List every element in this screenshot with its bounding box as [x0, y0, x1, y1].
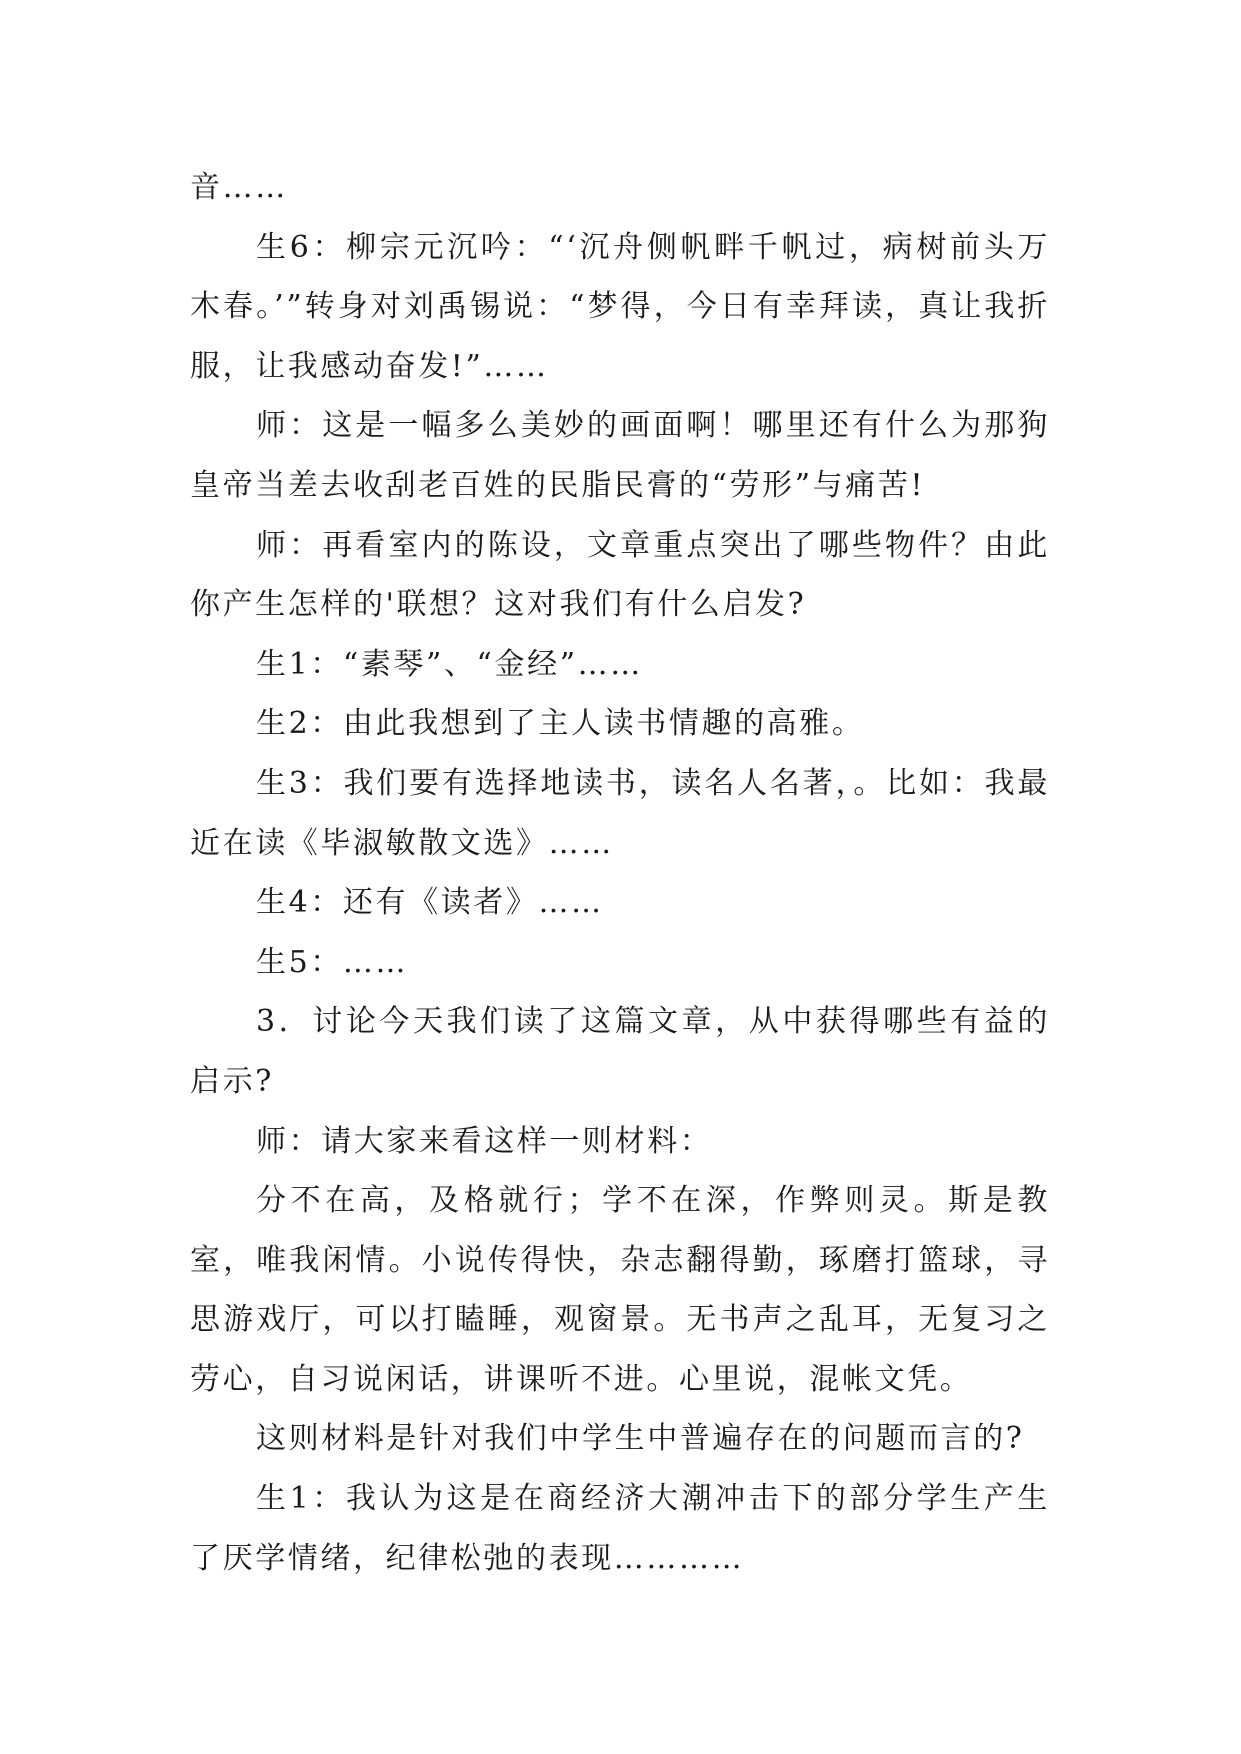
paragraph-teacher-2: 师：再看室内的陈设，文章重点突出了哪些物件？由此你产生怎样的'联想？这对我们有什么启发? — [190, 527, 1050, 623]
paragraph-continuation: 音…… — [190, 170, 288, 205]
paragraph-teacher-3: 师：请大家来看这样一则材料： — [256, 1123, 713, 1159]
paragraph-material-quote: 分不在高，及格就行；学不在深，作弊则灵。斯是教室，唯我闲情。小说传得快，杂志翻得勤，琢磨打篮球，寻思游戏厅，可以打瞌睡，观窗景。无书声之乱耳，无复习之劳心，自习说闲话，讲课听不进。心里说，混帐文凭。 — [190, 1183, 1050, 1397]
paragraph-student-6: 生6：柳宗元沉吟：“‘沉舟侧帆畔千帆过，病树前头万木春。’”转身对刘禹锡说：“梦得，今日有幸拜读，真让我折服，让我感动奋发!”…… — [190, 229, 1050, 384]
document-body — [190, 158, 1050, 1588]
paragraph-student-3: 生3：我们要有选择地读书，读名人名著，。比如：我最近在读《毕淑敏散文选》…… — [190, 765, 1050, 861]
paragraph-teacher-1: 师：这是一幅多么美妙的画面啊！哪里还有什么为那狗皇帝当差去收刮老百姓的民脂民膏的“劳形”与痛苦! — [190, 408, 1050, 503]
paragraph-student-5: 生5：…… — [256, 944, 409, 980]
paragraph-question: 这则材料是针对我们中学生中普遍存在的问题而言的? — [256, 1421, 1025, 1457]
paragraph-discussion-heading: 3．讨论今天我们读了这篇文章，从中获得哪些有益的启示? — [190, 1004, 1050, 1099]
paragraph-student-1: 生1：“素琴”、“金经”…… — [256, 646, 643, 682]
paragraph-student-4: 生4：还有《读者》…… — [256, 885, 604, 921]
paragraph-student-2: 生2：由此我想到了主人读书情趣的高雅。 — [256, 706, 865, 742]
paragraph-student-answer: 生1：我认为这是在商经济大潮冲击下的部分学生产生了厌学情绪，纪律松弛的表现………… — [190, 1481, 1050, 1576]
